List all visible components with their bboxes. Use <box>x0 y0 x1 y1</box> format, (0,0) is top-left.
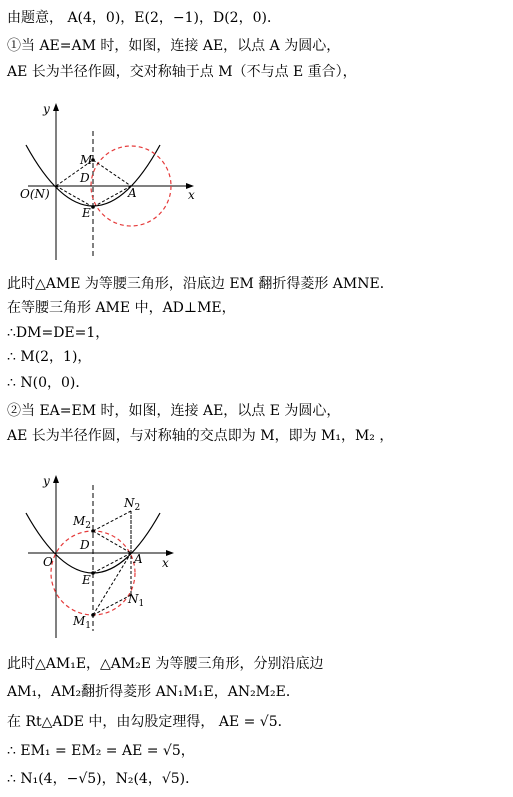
text-line-14: ∴ EM₁ = EM₂ = AE = √5， <box>7 743 195 759</box>
text-line-15: ∴ N₁(4，−√5)，N₂(4，√5)． <box>7 771 200 787</box>
label-A: A <box>128 186 137 200</box>
label-M: M <box>80 153 93 167</box>
segment-M1-A <box>93 553 131 615</box>
point-M2 <box>91 529 95 533</box>
label-D: D <box>80 538 90 552</box>
text-line-4: 此时△AME 为等腰三角形，沿底边 EM 翻折得菱形 AMNE． <box>7 276 394 292</box>
segment-E-ON <box>56 186 93 207</box>
text-line-2: ①当 AE=AM 时，如图，连接 AE，以点 A 为圆心， <box>7 38 341 54</box>
text-line-9: ②当 EA=EM 时，如图，连接 AE，以点 E 为圆心， <box>7 403 341 419</box>
text-line-8: ∴ N(0，0)． <box>7 375 90 391</box>
point-E <box>91 205 95 209</box>
label-N1: $N_1$ <box>128 592 145 609</box>
text-line-12: AM₁，AM₂翻折得菱形 AN₁M₁E，AN₂M₂E． <box>7 684 300 700</box>
label-origin: O <box>43 555 53 569</box>
label-x: x <box>188 188 195 202</box>
label-A: A <box>134 552 143 566</box>
segment-M-A <box>93 160 131 186</box>
label-origin: O(N) <box>20 187 50 201</box>
text-line-10: AE 长为半径作圆，与对称轴的交点即为 M，即为 M₁，M₂ ， <box>7 428 394 444</box>
figure-1-diagram <box>0 95 220 270</box>
label-y: y <box>43 102 50 116</box>
text-line-1: 由题意， A(4，0)，E(2，−1)，D(2，0)． <box>7 10 281 26</box>
segment-A-E <box>93 186 131 207</box>
y-axis-arrow <box>53 475 59 483</box>
label-y: y <box>43 474 50 488</box>
label-x: x <box>162 556 169 570</box>
figure-2-diagram <box>0 463 220 643</box>
text-line-5: 在等腰三角形 AME 中，AD⊥ME， <box>7 300 236 316</box>
text-line-11: 此时△AM₁E，△AM₂E 为等腰三角形，分别沿底边 <box>7 656 324 672</box>
text-line-7: ∴ M(2，1)， <box>7 349 92 365</box>
text-line-6: ∴DM=DE=1， <box>7 325 110 341</box>
text-line-13: 在 Rt△ADE 中，由勾股定理得， AE = √5． <box>7 714 292 730</box>
label-M1: $M_1$ <box>73 614 92 631</box>
text-line-3: AE 长为半径作圆，交对称轴于点 M（不与点 E 重合）， <box>7 64 357 80</box>
label-E: E <box>82 206 91 220</box>
label-N2: $N_2$ <box>124 496 141 513</box>
segment-M2-N2 <box>93 511 131 531</box>
segment-M2-A <box>93 531 131 553</box>
label-E: E <box>82 573 91 587</box>
y-axis-arrow <box>53 103 59 111</box>
label-D: D <box>80 171 90 185</box>
point-M1 <box>91 613 95 617</box>
point-E <box>91 571 95 575</box>
label-M2: $M_2$ <box>73 514 92 531</box>
